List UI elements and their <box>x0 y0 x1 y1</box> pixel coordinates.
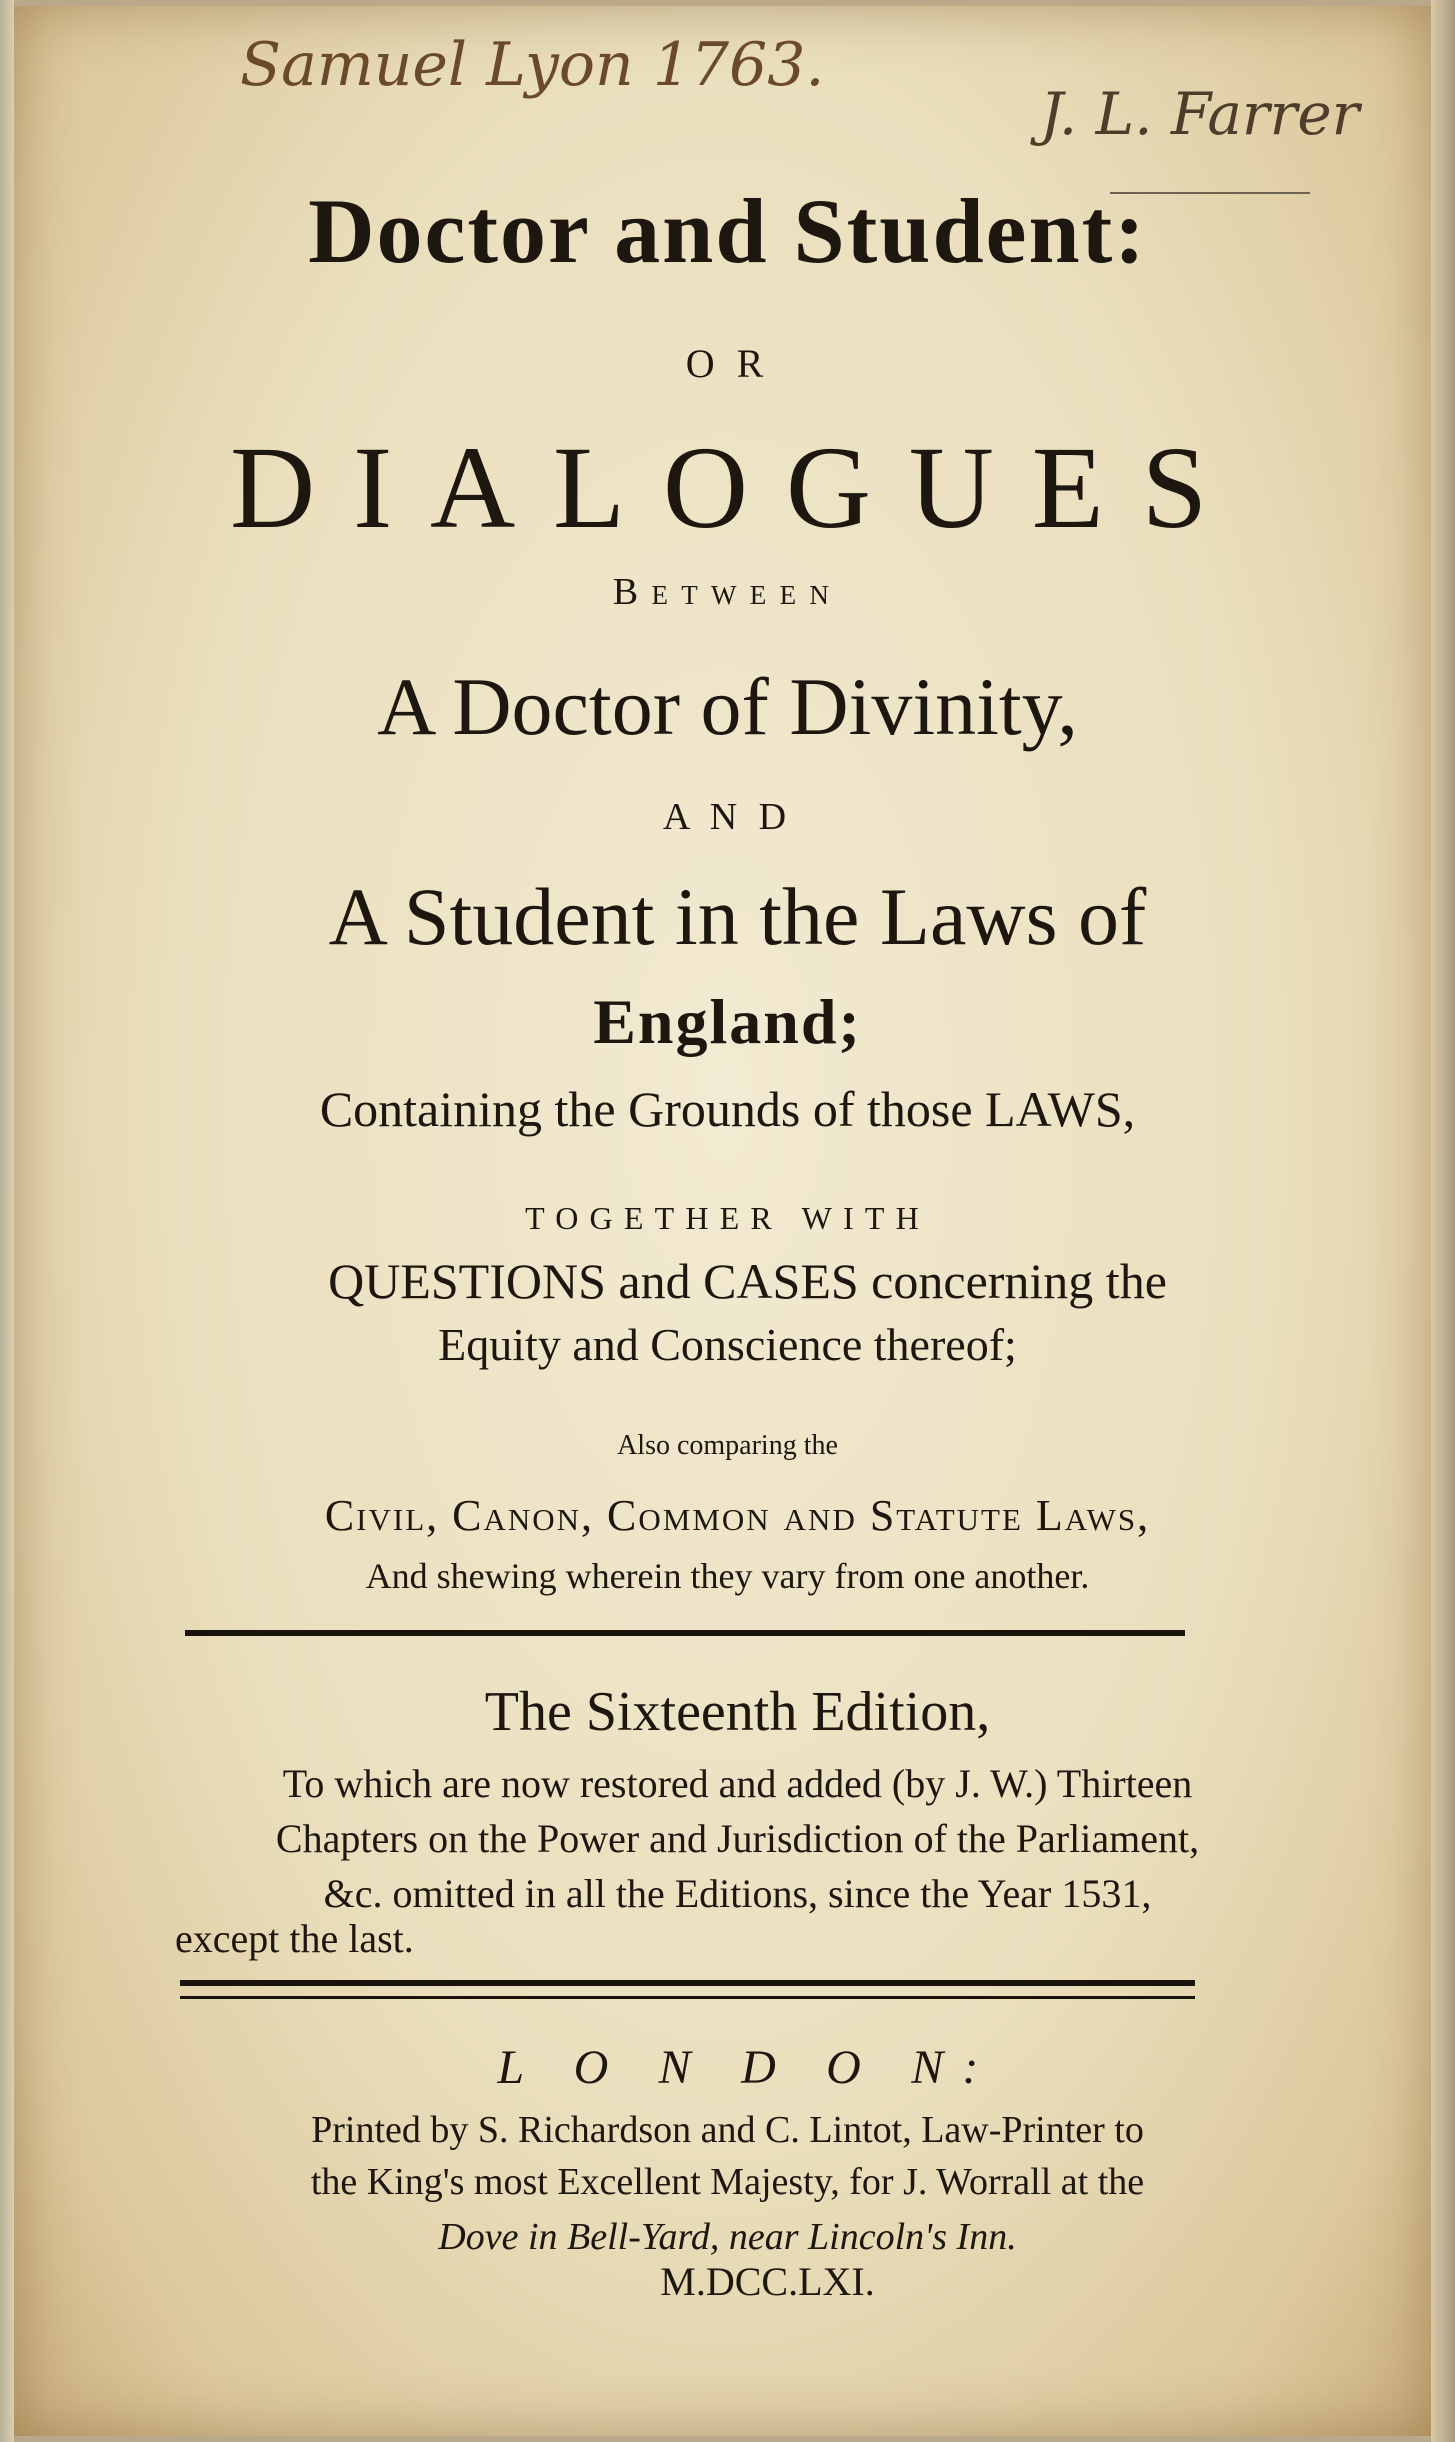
divider-rule-1 <box>185 1630 1185 1636</box>
shewing-line: And shewing wherein they vary from one another. <box>365 1556 1090 1596</box>
handwritten-signature: J. L. Farrer <box>1040 80 1360 148</box>
between-label: Between <box>612 571 843 613</box>
main-title: Doctor and Student: <box>308 180 1147 282</box>
edition-line-4: except the last. <box>175 1916 414 1961</box>
imprint-line-3: Dove in Bell-Yard, near Lincoln's Inn. <box>438 2216 1017 2258</box>
questions-and-cases-line: QUESTIONS and CASES concerning the <box>328 1253 1167 1309</box>
edition-line-1: To which are now restored and added (by J. W.) Thirteen <box>282 1761 1193 1806</box>
divider-rule-2b <box>180 1996 1195 1999</box>
also-comparing-line: Also comparing the <box>617 1430 838 1461</box>
handwritten-owner-inscription: Samuel Lyon 1763. <box>240 30 825 100</box>
student-in-laws: A Student in the Laws of <box>328 871 1147 962</box>
edition-line-3: &c. omitted in all the Editions, since the Year 1531, <box>323 1871 1152 1916</box>
edition-line-2: Chapters on the Power and Jurisdiction of the Parliament, <box>275 1816 1200 1861</box>
imprint-city: L O N D O N: <box>497 2041 998 2094</box>
imprint-line-2: the King's most Excellent Majesty, for J. Worrall at the <box>310 2161 1145 2203</box>
imprint-line-1: Printed by S. Richardson and C. Lintot, Law-Printer to <box>311 2109 1144 2151</box>
and-separator: A N D <box>662 796 793 838</box>
doctor-of-divinity: A Doctor of Divinity, <box>377 661 1078 752</box>
dialogues-heading: DIALOGUES <box>230 422 1245 553</box>
laws-comparison-line: Civil, Canon, Common and Statute Laws, <box>324 1491 1151 1540</box>
equity-and-conscience-line: Equity and Conscience thereof; <box>438 1319 1017 1370</box>
edition-title: The Sixteenth Edition, <box>484 1681 991 1743</box>
divider-rule-2a <box>180 1980 1195 1986</box>
together-with-label: TOGETHER WITH <box>525 1200 930 1236</box>
imprint-year: M.DCC.LXI. <box>660 2259 875 2304</box>
england-word: England; <box>593 986 862 1057</box>
or-separator: O R <box>685 341 770 386</box>
containing-line: Containing the Grounds of those LAWS, <box>319 1081 1136 1137</box>
